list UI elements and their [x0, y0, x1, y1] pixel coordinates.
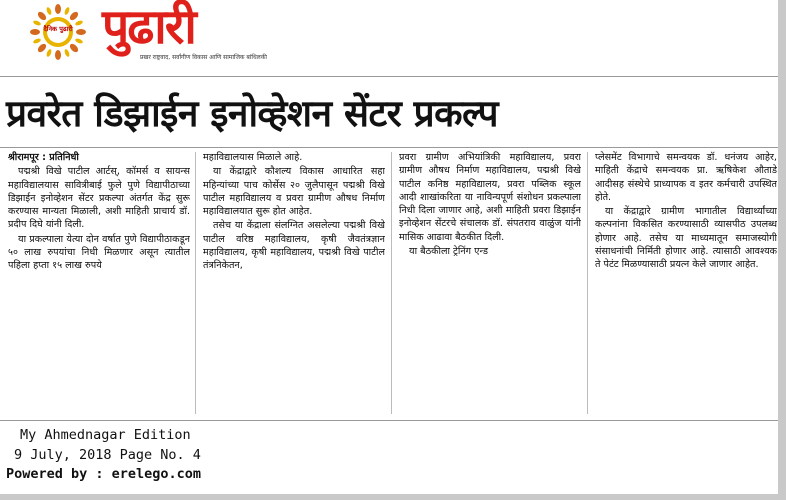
headline-rule — [0, 147, 786, 148]
paragraph: पद्मश्री विखे पाटील आर्टस्, कॉमर्स व सायन्स महाविद्यालयास सावित्रीबाई फुले पुणे विद्यापीठाच्या डिझाईन इनोव्हेशन सेंटर प्रकल्पा अंतर्गत केंद्र सुरू करण्यास मान्यता मिळाली, अशी माहिती प्राचार्य डॉ. प्रदीप दिघे यांनी दिली. — [8, 166, 190, 231]
headline: प्रवरेत डिझाईन इनोव्हेशन सेंटर प्रकल्प — [6, 92, 498, 135]
page-shadow-right — [778, 0, 786, 500]
edition-footer — [6, 426, 436, 496]
newspaper-logo: पुढारी — [102, 0, 195, 55]
logo-tagline: प्रखर राष्ट्रवाद, सर्वांगीण विकास आणि सामाजिक बांधिलकी — [140, 54, 267, 61]
article-column-2 — [203, 151, 385, 413]
paragraph: प्लेसमेंट विभागाचे समन्वयक डॉ. धनंजय आहेर, माहिती केंद्राचे समन्वयक प्रा. ऋषिकेश औताडे आदीसह संस्थेचे प्राध्यापक व इतर कर्मचारी उपस्थित होते. — [595, 152, 777, 203]
article-column-3 — [399, 151, 581, 413]
masthead — [0, 0, 786, 72]
edition-name: My Ahmednagar Edition — [20, 427, 191, 443]
top-rule — [0, 76, 786, 77]
emblem-text: दैनिक पुढारी — [43, 25, 73, 33]
paragraph: या केंद्राद्वारे ग्रामीण भागातील विद्यार्थ्यांच्या कल्पनांना विकसित करण्यासाठी व्यासपीठ उपलब्ध होणार आहे. तसेच या माध्यमातून समाजस्योगी संसाधनांची निर्मिती होणार आहे. त्यासाठी आवश्यक ते पेटंट मिळण्यासाठी प्रयत्न केले जाणार आहेत. — [595, 206, 777, 271]
paragraph: प्रवरा ग्रामीण अभियांत्रिकी महाविद्यालय, प्रवरा ग्रामीण औषध निर्माण महाविद्यालय, पद्मश्री विखे पाटील कनिष्ठ महाविद्यालय, प्रवरा पब्लिक स्कूल आदी शाखांकरिता या नाविन्यपूर्ण संशोधन प्रकल्पाला निधी दिला जाणार आहे, अशी माहिती प्रवरा डिझाईन इनोव्हेशन सेंटरचे संचालक डॉ. संपतराव वाळुंज यांनी मासिक आढावा बैठकीत दिली. — [399, 152, 581, 243]
bottom-rule — [0, 420, 786, 421]
article-body — [0, 151, 786, 421]
powered-by: Powered by : erelego.com — [6, 466, 202, 482]
paragraph: महाविद्यालयास मिळाले आहे. — [203, 152, 303, 163]
paragraph: या बैठकीला ट्रेनिंग एन्ड — [409, 246, 489, 258]
article-column-1 — [8, 151, 190, 413]
edition-date-page: 9 July, 2018 Page No. 4 — [14, 446, 201, 463]
paragraph: तसेच या केंद्राला संलग्नित असलेल्या पद्मश्री विखे पाटील वरिष्ठ महाविद्यालय, कृषी जैवतंत्रज्ञान महाविद्यालय, कृषी महाविद्यालय, पद्मश्री विखे पाटील तंत्रनिकेतन, — [203, 220, 385, 272]
paragraph: या प्रकल्पाला येत्या दोन वर्षात पुणे विद्यापीठाकडून ५० लाख रुपयांचा निधी मिळणार असून त्यातील पहिला हप्ता १५ लाख रुपये — [8, 233, 190, 272]
article-column-4 — [595, 151, 777, 413]
page-shadow-bottom — [0, 494, 786, 500]
dateline: श्रीरामपूर : प्रतिनिधी — [8, 152, 79, 163]
paragraph: या केंद्राद्वारे कौशल्य विकास आधारित सहा महिन्यांच्या पाच कोर्सेस २० जुलैपासून पद्मश्री विखे पाटील महाविद्यालय व प्रवरा ग्रामीण औषध निर्माण महाविद्यालयात सुरू होत आहेत. — [203, 166, 385, 218]
